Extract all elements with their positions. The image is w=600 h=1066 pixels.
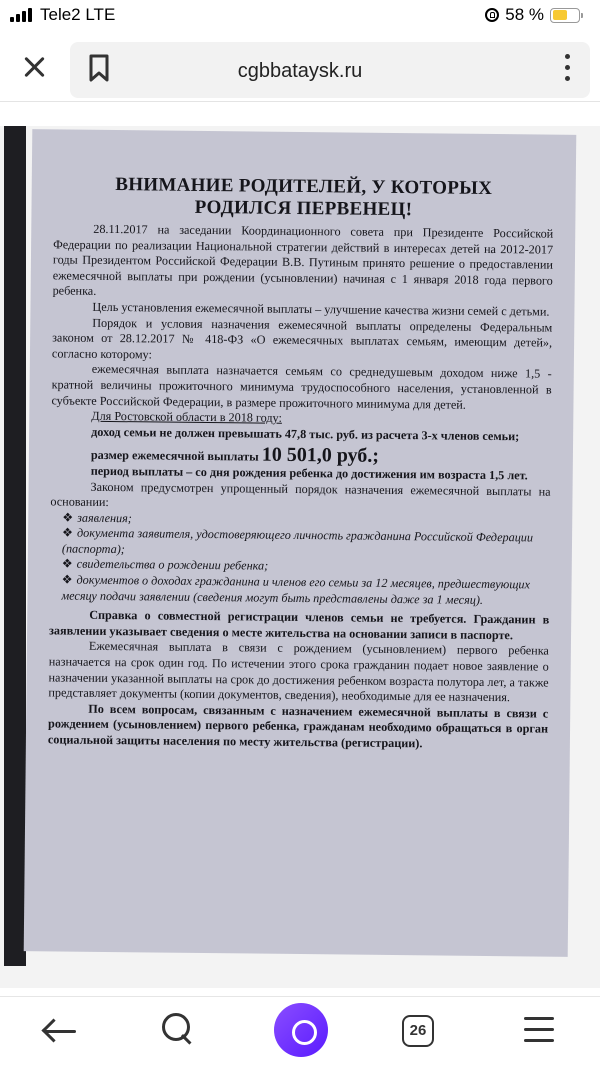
battery-icon (550, 8, 580, 23)
address-bar (0, 38, 600, 102)
paragraph: Законом предусмотрен упрощенный порядок назначения ежемесячной выплаты на основании: (50, 479, 551, 510)
signal-icon (10, 8, 32, 22)
hamburger-menu-icon[interactable] (524, 1017, 564, 1057)
paragraph: Справка о совместной регистрации членов семьи не требуется. Гражданин в заявлении указывает сведения о месте жительства на основании записи в паспорте. (48, 608, 550, 643)
carrier-label: Tele2 LTE (40, 5, 116, 24)
paragraph: ежемесячная выплата назначается семьям со среднедушевым доходом ниже 1,5 - кратной величины прожиточного минимума трудоспособного населения, установленной в субъекте Российской Федерации, в размере прожиточного минимума для детей. (51, 362, 552, 412)
list-item: ❖ документа заявителя, удостоверяющего личность гражданина Российской Федерации (паспорта); (61, 525, 534, 557)
url-text[interactable]: cgbbataysk.ru (237, 60, 363, 82)
payment-amount-line: размер ежемесячной выплаты 10 501,0 руб.; (90, 443, 380, 468)
payment-amount: 10 501,0 руб.; (261, 443, 380, 468)
paragraph: Цель установления ежемесячной выплаты – улучшение качества жизни семей с детьми. (92, 299, 550, 319)
more-menu-icon[interactable] (562, 54, 572, 84)
battery-percent: 58 % (505, 5, 544, 24)
rostov-heading: Для Ростовской области в 2018 году: (91, 408, 283, 425)
photo-edge (4, 126, 26, 966)
income-limit: доход семьи не должен превышать 47,8 тыс. руб. из расчета 3-х членов семьи; (91, 424, 520, 444)
document-photo (24, 129, 577, 957)
list-item: ❖ свидетельства о рождении ребенка; (61, 556, 269, 574)
document-text (48, 143, 554, 753)
paragraph: Ежемесячная выплата в связи с рождением (усыновлением) первого ребенка назначается на срок один год. По истечении этого срока гражданин подает новое заявление о назначении указанной выплаты на срок до достижения ребенком возраста полутора лет, а также представляет документы (копии документов, сведения), необходимые для ее назначения. (48, 639, 549, 705)
paragraph: Порядок и условия назначения ежемесячной выплаты определены Федеральным законом от 28.12.2017 № 418-ФЗ «О ежемесячных выплатах семьям, имеющим детей», согласно которому: (51, 315, 553, 362)
paragraph: По всем вопросам, связанным с назначением ежемесячной выплаты в связи с рождением (усыновлением) первого ребенка, гражданам необходимо обращаться в орган социальной защиты населения по месту жительства (регистрации). (47, 701, 549, 751)
page-content (0, 126, 600, 988)
list-item: ❖ заявления; (62, 510, 132, 525)
back-arrow-icon[interactable] (42, 1011, 82, 1051)
voice-assistant-button[interactable] (274, 1003, 328, 1057)
document-title: ВНИМАНИЕ РОДИТЕЛЕЙ, У КОТОРЫХ РОДИЛСЯ ПЕРВЕНЕЦ! (115, 174, 493, 221)
paragraph: 28.11.2017 на заседании Координационного совета при Президенте Российской Федерации по реализации Национальной стратегии действий в интересах детей на 2012-2017 годы Президентом Российской Федерации В.В. Путиным принято решение о предоставлении ежемесячной выплаты при рождении (усыновлении) начиная с 1 января 2018 года первого ребенка. (52, 221, 554, 299)
bottom-toolbar (0, 996, 600, 1066)
search-icon[interactable] (160, 1011, 200, 1051)
payment-period: период выплаты – со дня рождения ребенка до достижения им возраста 1,5 лет. (90, 463, 528, 483)
orientation-lock-icon (485, 8, 499, 22)
tabs-count-button[interactable]: 26 (402, 1015, 434, 1047)
status-bar (0, 0, 600, 30)
list-item: ❖ документов о доходах гражданина и членов его семьи за 12 месяцев, предшествующих месяцу подачи заявлении (сведения могут быть представлены даже за 1 месяц). (61, 572, 531, 607)
